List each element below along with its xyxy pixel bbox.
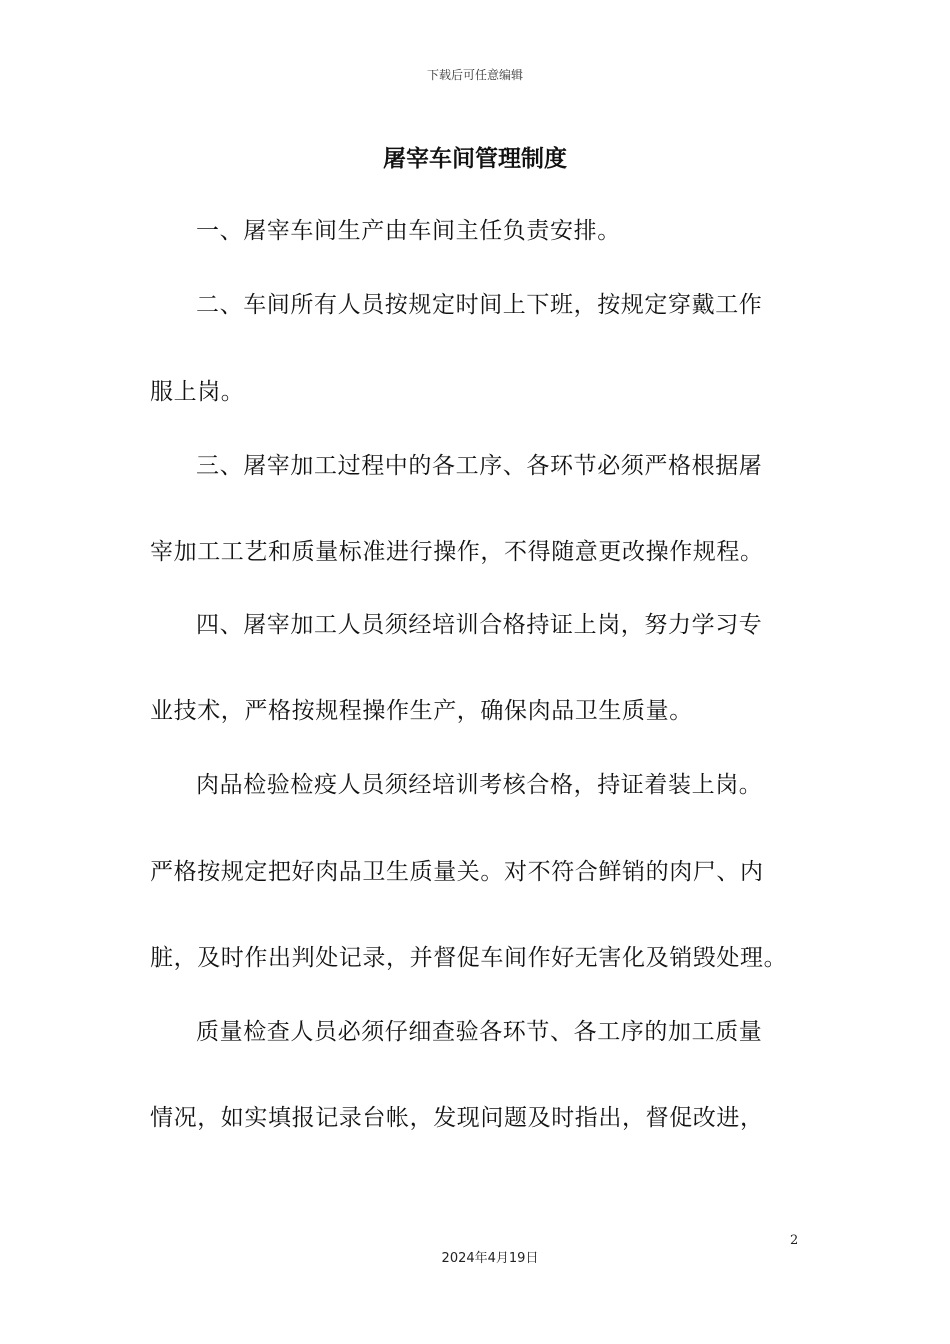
header-note: 下载后可任意编辑 xyxy=(426,68,523,82)
paragraph-line: 四、屠宰加工人员须经培训合格持证上岗，努力学习专 xyxy=(196,612,763,638)
paragraph-line: 质量检查人员必须仔细查验各环节、各工序的加工质量 xyxy=(196,1019,763,1045)
footer-date: 2024年4月19日 xyxy=(441,1251,539,1266)
paragraph-line: 情况，如实填报记录台帐，发现问题及时指出，督促改进， xyxy=(150,1105,764,1131)
paragraph-line: 三、屠宰加工过程中的各工序、各环节必须严格根据屠 xyxy=(196,453,763,479)
paragraph-line: 业技术，严格按规程操作生产，确保肉品卫生质量。 xyxy=(150,698,693,724)
paragraph-line: 严格按规定把好肉品卫生质量关。对不符合鲜销的肉尸、内 xyxy=(150,859,764,885)
paragraph-line: 脏，及时作出判处记录，并督促车间作好无害化及销毁处理。 xyxy=(150,945,788,971)
paragraph-line: 肉品检验检疫人员须经培训考核合格，持证着装上岗。 xyxy=(196,772,763,798)
paragraph-line: 一、屠宰车间生产由车间主任负责安排。 xyxy=(196,218,621,244)
paragraph-line: 二、车间所有人员按规定时间上下班，按规定穿戴工作 xyxy=(196,292,763,318)
paragraph-line: 宰加工工艺和质量标准进行操作，不得随意更改操作规程。 xyxy=(150,539,764,565)
page-number: 2 xyxy=(790,1233,799,1248)
document-title: 屠宰车间管理制度 xyxy=(383,146,567,172)
paragraph-line: 服上岗。 xyxy=(150,379,245,405)
